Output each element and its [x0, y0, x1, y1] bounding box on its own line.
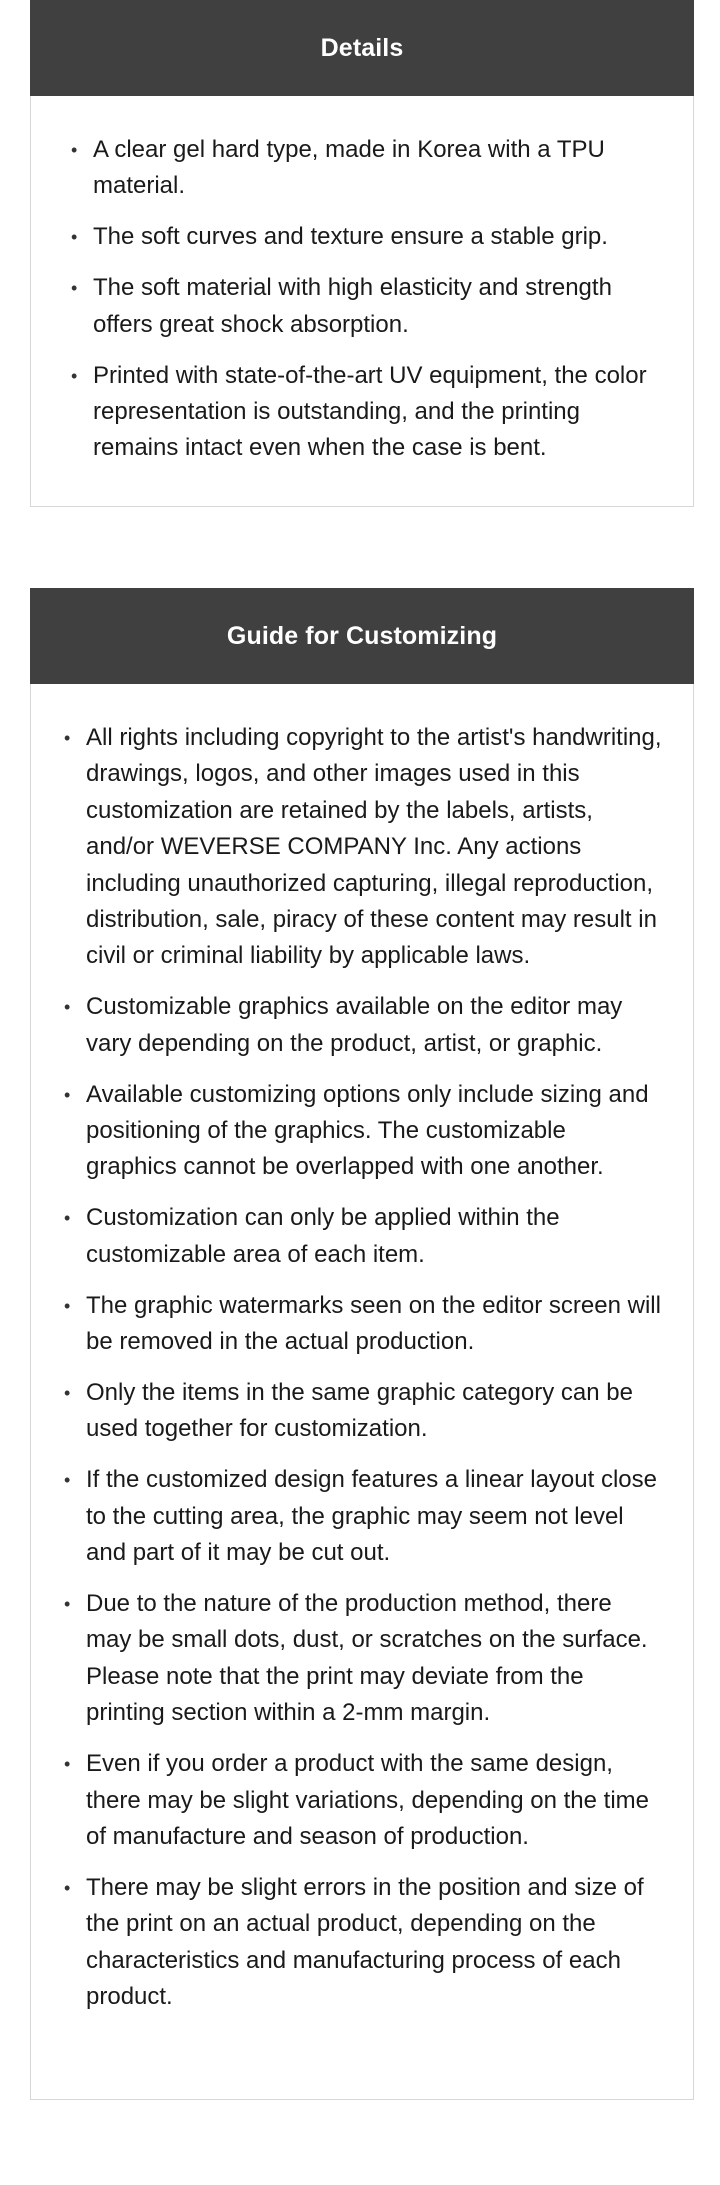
details-title: Details [320, 33, 404, 62]
guide-section [30, 588, 694, 2100]
guide-list-item: • Customizable graphics available on the editor may vary depending on the product, artist, or graphic. [86, 989, 663, 1062]
guide-list [31, 684, 693, 2016]
guide-list-item: • Customization can only be applied within the customizable area of each item. [86, 1200, 663, 1273]
guide-list-item: • Due to the nature of the production method, there may be small dots, dust, or scratches on the surface. Please note that the print may deviate from the printing section within a 2-mm margin. [86, 1586, 663, 1732]
details-header [30, 0, 694, 96]
details-section [30, 0, 694, 507]
details-list-item: • A clear gel hard type, made in Korea with a TPU material. [93, 132, 663, 205]
details-list [31, 96, 693, 467]
guide-list-item: • The graphic watermarks seen on the editor screen will be removed in the actual production. [86, 1288, 663, 1361]
guide-list-item: • Only the items in the same graphic category can be used together for customization. [86, 1375, 663, 1448]
guide-header [30, 588, 694, 684]
guide-list-item: • Available customizing options only include sizing and positioning of the graphics. The customizable graphics cannot be overlapped with one another. [86, 1077, 663, 1186]
guide-list-item: • Even if you order a product with the same design, there may be slight variations, depending on the time of manufacture and season of production. [86, 1746, 663, 1855]
details-list-item: • The soft material with high elasticity and strength offers great shock absorption. [93, 270, 663, 343]
details-list-item: • Printed with state-of-the-art UV equipment, the color representation is outstanding, and the printing remains intact even when the case is bent. [93, 358, 663, 467]
guide-list-item: • There may be slight errors in the position and size of the print on an actual product, depending on the characteristics and manufacturing process of each product. [86, 1870, 663, 2016]
details-list-item: • The soft curves and texture ensure a stable grip. [93, 219, 663, 255]
guide-list-item: • All rights including copyright to the artist's handwriting, drawings, logos, and other images used in this customization are retained by the labels, artists, and/or WEVERSE COMPANY Inc. Any actions including unauthorized capturing, illegal reproduction, distribution, sale, piracy of these content may result in civil or criminal liability by applicable laws. [86, 720, 663, 975]
guide-title: Guide for Customizing [226, 621, 498, 650]
guide-list-item: • If the customized design features a linear layout close to the cutting area, the graphic may seem not level and part of it may be cut out. [86, 1462, 663, 1571]
